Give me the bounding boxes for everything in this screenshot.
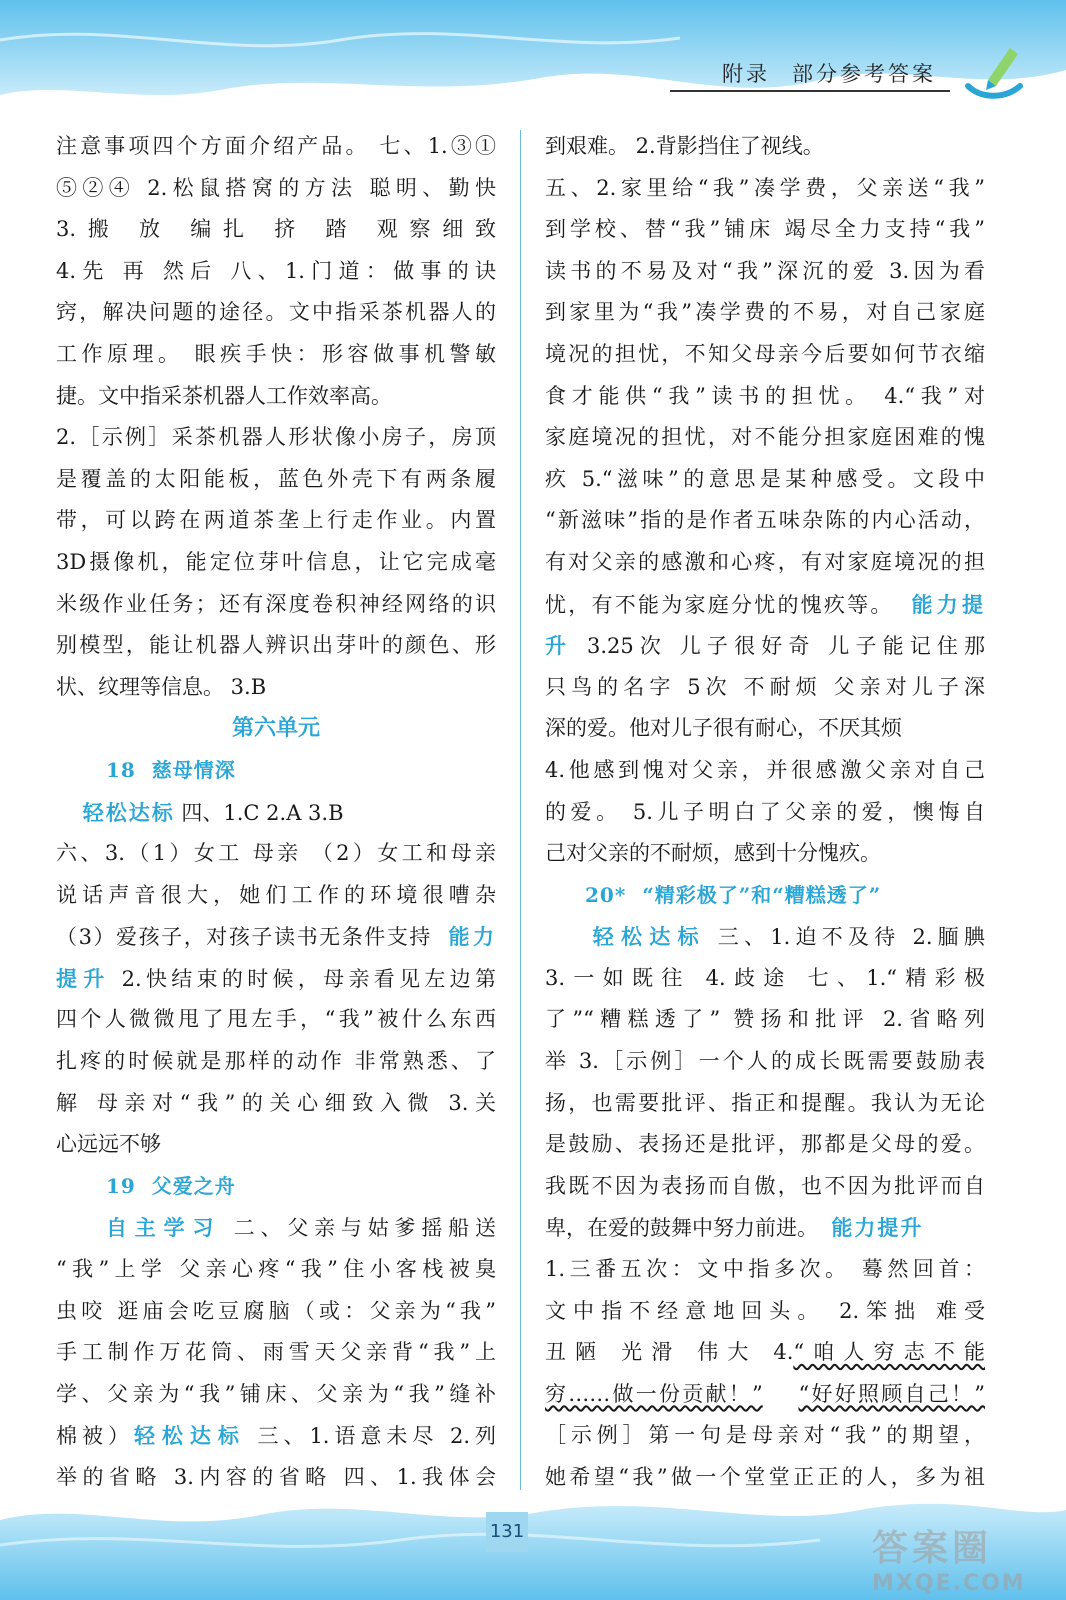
- text-line: 到家里为“我”凑学费的不易，对自己家庭: [545, 300, 985, 325]
- watermark: [872, 1520, 1052, 1596]
- text-line: 是覆盖的太阳能板，蓝色外壳下有两条履: [56, 466, 496, 491]
- text-line: 1.三番五次：文中指多次。 蓦然回首：: [545, 1257, 985, 1282]
- text-line: 手工制作万花筒、雨雪天父亲背“我”上: [56, 1340, 496, 1365]
- section-tag: 轻松达标: [133, 1423, 246, 1449]
- text-line: 状、纹理等信息。 3.B: [56, 674, 267, 699]
- underlined-quote: 穷……做一份贡献！”: [545, 1381, 763, 1406]
- page-number: 131: [486, 1512, 528, 1552]
- lesson-title: 父爱之舟: [151, 1173, 236, 1198]
- text-line: “我”上学 父亲心疼“我”住小客栈被臭: [56, 1257, 496, 1282]
- text-line: 解 母亲对“我”的关心细致入微 3.关: [56, 1090, 496, 1115]
- text-line: 棉被）轻松达标 三、1.语意未尽 2.列: [56, 1423, 497, 1449]
- section-tag: 提升: [56, 965, 111, 991]
- text-line: 食才能供“我”读书的担忧。 4.“我”对: [545, 383, 985, 408]
- text-line: 境况的担忧，不知父母亲今后要如何节衣缩: [545, 341, 985, 366]
- text-line: 别模型，能让机器人辨识出芽叶的颜色、形: [56, 633, 496, 658]
- text-line: 举 3.［示例］一个人的成长既需要鼓励表: [545, 1049, 985, 1074]
- text-line: 轻松达标 三、1.迫不及待 2.腼腆: [592, 924, 986, 950]
- text-line: ⑤②④ 2.松鼠搭窝的方法 聪明、勤快: [56, 175, 496, 200]
- text-line: 3.搬 放 编扎 挤 踏 观察细致: [56, 217, 496, 242]
- text-line: 到艰难。 2.背影挡住了视线。: [545, 134, 824, 158]
- text-line: 深的爱。他对儿子很有耐心，不厌其烦: [545, 716, 902, 741]
- section-tag: 轻松达标: [82, 799, 175, 825]
- left-column: [56, 126, 496, 1499]
- text-line: 升 3.25次 儿子很好奇 儿子能记住那: [545, 633, 985, 659]
- text-line: “新滋味”指的是作者五味杂陈的内心活动，: [545, 508, 985, 533]
- header-title: 部分参考答案: [792, 62, 936, 86]
- text-line: 说话声音很大，她们工作的环境很嘈杂: [56, 882, 496, 907]
- header-underline: [670, 90, 950, 92]
- section-tag: 能力: [448, 924, 497, 950]
- section-tag: 能力提升: [831, 1215, 924, 1241]
- text-line: [545, 1374, 985, 1416]
- section-tag: 能力提: [911, 591, 986, 617]
- text-line: 丑陋 光滑 伟大 4.“咱人穷志不能: [545, 1340, 985, 1365]
- right-column: [545, 126, 985, 1499]
- text-line: 只鸟的名字 5次 不耐烦 父亲对儿子深: [545, 674, 985, 699]
- page-header: [722, 58, 936, 88]
- text-line: ［示例］第一句是母亲对“我”的期望，: [545, 1423, 985, 1448]
- text-line: 六、3.（1）女工 母亲 （2）女工和母亲: [56, 841, 496, 866]
- text-line: 卑，在爱的鼓舞中努力前进。 能力提升: [545, 1215, 924, 1241]
- lesson-title: “精彩极了”和“糟糕透了”: [642, 882, 882, 907]
- section-tag: 轻松达标: [592, 924, 706, 950]
- text-line: 文中指不经意地回头。 2.笨拙 难受: [545, 1298, 985, 1323]
- text-line: 有对父亲的感激和心疼，有对家庭境况的担: [545, 549, 985, 574]
- text-line: 注意事项四个方面介绍产品。 七、1.③①: [56, 134, 496, 158]
- text-line: 带，可以跨在两道茶垄上行走作业。内置: [56, 508, 496, 533]
- text-line: 忧，有不能为家庭分忧的愧疚等。 能力提: [545, 591, 986, 617]
- section-tag: 升: [545, 633, 575, 659]
- lesson-number: 20*: [585, 882, 627, 907]
- text-line: 扎疼的时候就是那样的动作 非常熟悉、了: [56, 1049, 496, 1074]
- text-line: 轻松达标 四、1.C 2.A 3.B: [82, 799, 344, 825]
- text-line: 是鼓励、表扬还是批评，那都是父母的爱。: [545, 1132, 985, 1157]
- text-line: 到学校、替“我”铺床 竭尽全力支持“我”: [545, 217, 985, 242]
- text-line: 学、父亲为“我”铺床、父亲为“我”缝补: [56, 1381, 496, 1406]
- lesson-number: 19: [106, 1173, 136, 1198]
- text-line: 五、2.家里给“我”凑学费，父亲送“我”: [545, 175, 985, 200]
- text-line: 了”“糟糕透了” 赞扬和批评 2.省略列: [545, 1007, 985, 1032]
- unit-heading: 第六单元: [231, 715, 320, 742]
- column-divider: [520, 130, 521, 1490]
- text-line: 4.他感到愧对父亲，并很感激父亲对自己: [545, 757, 985, 782]
- text-line: 家庭境况的担忧，对不能分担家庭困难的愧: [545, 425, 985, 450]
- text-line: 她希望“我”做一个堂堂正正的人，多为祖: [545, 1465, 985, 1489]
- text-line: 疚 5.“滋味”的意思是某种感受。文段中: [545, 466, 985, 491]
- section-tag: 自主学习: [105, 1215, 222, 1241]
- lesson-number: 18: [106, 757, 136, 782]
- text-line: 窍，解决问题的途径。文中指采茶机器人的: [56, 300, 496, 325]
- text-line: 工作原理。 眼疾手快：形容做事机警敏: [56, 341, 496, 366]
- text-line: 4.先 再 然后 八、1.门道：做事的诀: [56, 258, 496, 283]
- text-line: 心远远不够: [56, 1132, 161, 1157]
- text-line: 举的省略 3.内容的省略 四、1.我体会: [56, 1465, 496, 1489]
- top-wave-banner: [0, 0, 1066, 110]
- text-line: （3）爱孩子，对孩子读书无条件支持 能力: [56, 924, 497, 950]
- text-line: 捷。文中指采茶机器人工作效率高。: [56, 383, 392, 408]
- lesson-heading: [56, 1166, 496, 1208]
- underlined-quote: “咱人穷志不能: [793, 1340, 985, 1365]
- text-line: 3D摄像机，能定位芽叶信息，让它完成毫: [56, 549, 496, 574]
- text-line: 我既不因为表扬而自傲，也不因为批评而自: [545, 1173, 985, 1198]
- text-line: 己对父亲的不耐烦，感到十分愧疚。: [545, 841, 881, 866]
- header-appendix: 附录: [722, 62, 770, 86]
- text-line: 提升 2.快结束的时候，母亲看见左边第: [56, 965, 496, 991]
- pencil-logo-icon: [960, 36, 1030, 106]
- text-line: 米级作业任务；还有深度卷积神经网络的识: [56, 591, 496, 616]
- watermark-url: MXQE.COM: [872, 1571, 1026, 1596]
- text-line: 虫咬 逛庙会吃豆腐脑（或：父亲为“我”: [56, 1298, 496, 1323]
- text-line: 读书的不易及对“我”深沉的爱 3.因为看: [545, 258, 985, 283]
- text-line: 3.一如既往 4.歧途 七、1.“精彩极: [545, 965, 985, 990]
- text-line: 2.［示例］采茶机器人形状像小房子，房顶: [56, 425, 496, 450]
- watermark-logo-text: 答案圈: [872, 1528, 993, 1569]
- lesson-title: 慈母情深: [151, 757, 236, 782]
- underlined-quote: “好好照顾自己！”: [798, 1381, 985, 1406]
- text-line: 四个人微微甩了甩左手，“我”被什么东西: [56, 1007, 496, 1032]
- lesson-heading: [56, 750, 496, 792]
- text-line: 的爱。 5.儿子明白了父亲的爱，懊悔自: [545, 799, 985, 824]
- text-line: 扬，也需要批评、指正和提醒。我认为无论: [545, 1090, 985, 1115]
- text-line: 自主学习 二、父亲与姑爹摇船送: [105, 1215, 496, 1241]
- lesson-heading: [545, 875, 985, 917]
